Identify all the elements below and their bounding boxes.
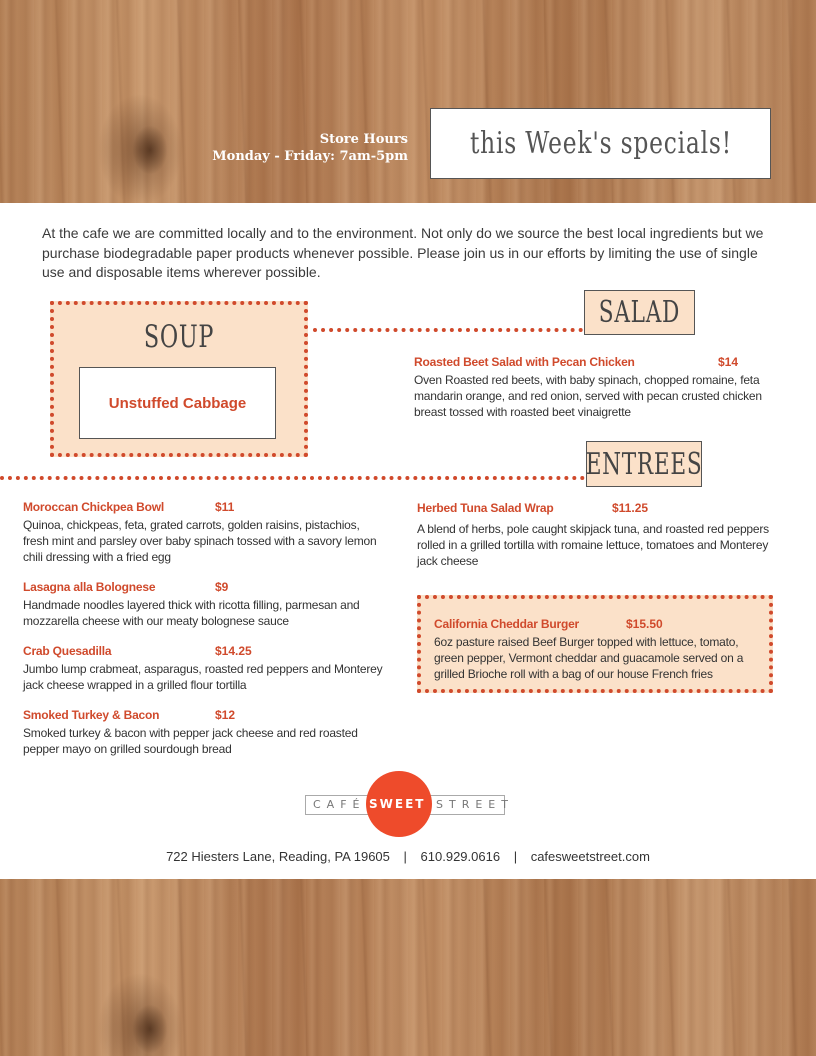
- menu-item-price: $12: [215, 708, 236, 722]
- logo-text-mid: SWEET: [369, 797, 426, 811]
- store-hours-value: Monday - Friday: 7am-5pm: [212, 149, 408, 164]
- store-hours: [212, 131, 408, 165]
- entrees-heading: ENTREES: [585, 446, 703, 482]
- menu-item-price: $11.25: [612, 501, 649, 515]
- menu-item-price: $14.25: [215, 644, 252, 658]
- soup-heading: SOUP: [143, 319, 215, 355]
- footer-phone[interactable]: 610.929.0616: [420, 849, 501, 864]
- soup-panel: [50, 301, 308, 457]
- menu-item-name: Moroccan Chickpea Bowl: [23, 500, 164, 514]
- menu-item-name: Crab Quesadilla: [23, 644, 112, 658]
- menu-item: [23, 644, 393, 694]
- menu-item: [23, 500, 383, 566]
- logo-text-right: STREET: [436, 798, 514, 811]
- specials-title-box: [430, 108, 771, 179]
- menu-item: [23, 708, 373, 758]
- menu-item-description: 6oz pasture raised Beef Burger topped with lettuce, tomato, green pepper, Vermont cheddar and guacamole served on a grilled Brioche roll with a bag of our house French fries: [434, 635, 744, 681]
- soup-salad-divider: [313, 328, 583, 332]
- page-title: this Week's specials!: [469, 126, 732, 161]
- soup-item-box: [79, 367, 276, 439]
- salad-heading: SALAD: [598, 295, 681, 330]
- intro-paragraph: At the cafe we are committed locally and to the environment. Not only do we source the best local ingredients but we purchase biodegradable paper products whenever possible. Please join us in our efforts by limiting the use of single use and disposable items wherever possible.: [42, 225, 764, 280]
- footer-contact: [0, 849, 816, 864]
- menu-item-price: $9: [215, 580, 229, 594]
- menu-item: [414, 355, 764, 425]
- menu-item: [434, 617, 754, 683]
- salad-heading-box: [584, 290, 695, 335]
- menu-item-name: Herbed Tuna Salad Wrap: [417, 501, 554, 515]
- logo-text-left: CAFÉ: [313, 798, 366, 811]
- menu-item-description: Smoked turkey & bacon with pepper jack cheese and red roasted pepper mayo on grilled sourdough bread: [23, 726, 358, 756]
- entrees-heading-box: [586, 441, 702, 487]
- footer-separator: |: [513, 849, 518, 864]
- menu-item-description: Oven Roasted red beets, with baby spinach, chopped romaine, feta mandarin orange, and red onion, served with pecan crusted chicken breast tossed with roasted beet vinaigrette: [414, 373, 762, 419]
- menu-item-name: Lasagna alla Bolognese: [23, 580, 156, 594]
- menu-item-description: A blend of herbs, pole caught skipjack tuna, and roasted red peppers rolled in a grilled tortilla with romaine lettuce, tomatoes and Monterey jack cheese: [417, 522, 769, 568]
- cafe-sweet-street-logo: [305, 771, 514, 837]
- footer-website[interactable]: cafesweetstreet.com: [530, 849, 650, 864]
- footer-separator: |: [403, 849, 407, 864]
- menu-item-name: Roasted Beet Salad with Pecan Chicken: [414, 355, 635, 369]
- menu-item-description: Jumbo lump crabmeat, asparagus, roasted red peppers and Monterey jack cheese wrapped in a grilled flour tortilla: [23, 662, 383, 692]
- menu-item-description: Quinoa, chickpeas, feta, grated carrots, golden raisins, pistachios, fresh mint and parsley over baby spinach tossed with a savory lemon chili dressing with a fried egg: [23, 518, 377, 564]
- soup-item-name: Unstuffed Cabbage: [108, 394, 247, 412]
- menu-item-price: $11: [215, 500, 235, 514]
- menu-item: [417, 501, 772, 567]
- footer-wood-banner: [0, 879, 816, 1056]
- menu-item: [23, 580, 383, 630]
- menu-item-name: California Cheddar Burger: [434, 617, 580, 631]
- menu-item-price: $14: [718, 355, 739, 369]
- menu-item-price: $15.50: [626, 617, 663, 631]
- footer-address: 722 Hiesters Lane, Reading, PA 19605: [166, 849, 390, 864]
- menu-item-description: Handmade noodles layered thick with ricotta filling, parmesan and mozzarella cheese with our meaty bolognese sauce: [23, 598, 360, 628]
- entrees-divider: [0, 476, 585, 480]
- menu-item-name: Smoked Turkey & Bacon: [23, 708, 160, 722]
- store-hours-title: Store Hours: [319, 132, 408, 147]
